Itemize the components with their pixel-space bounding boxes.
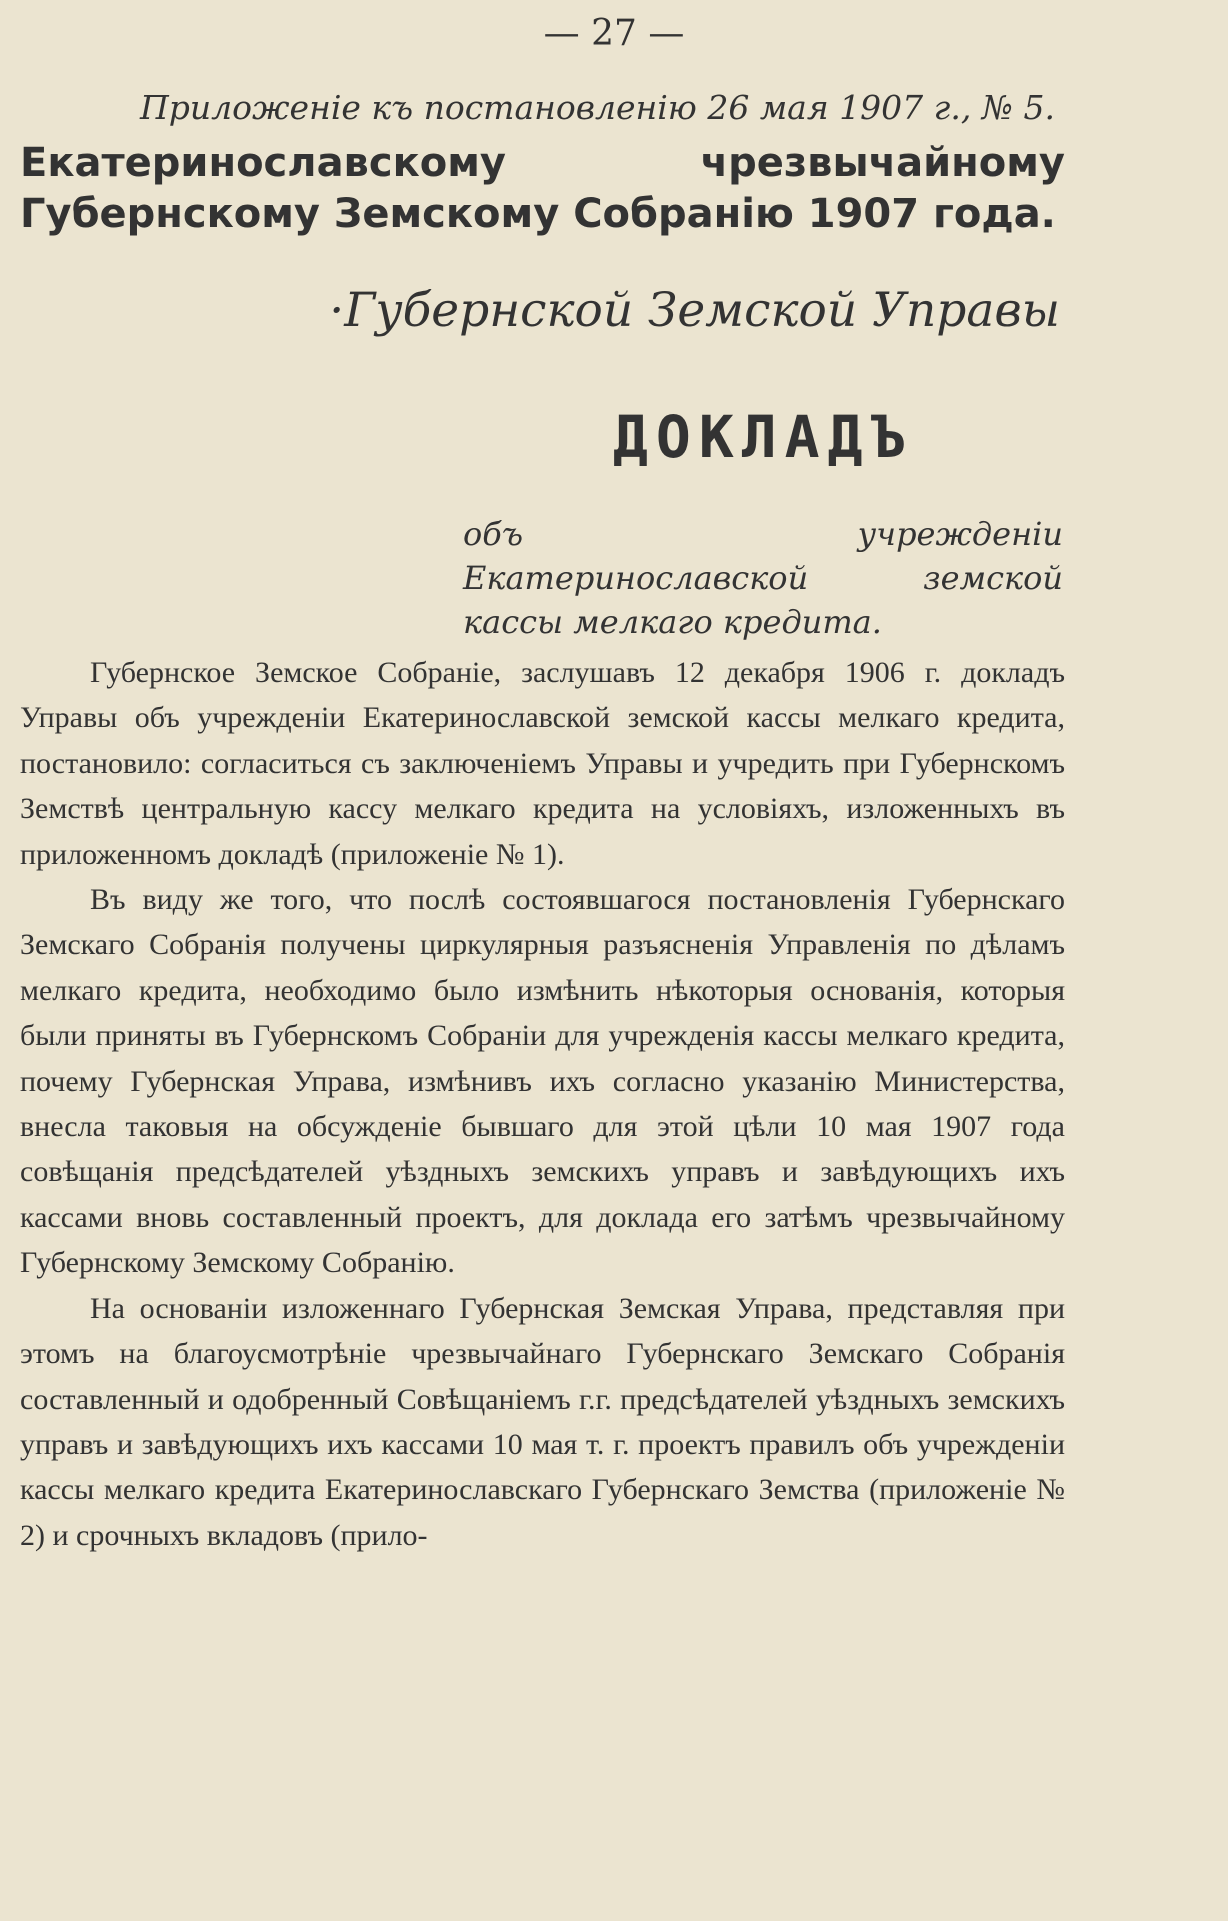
assembly-title: Екатеринославскому чрезвычайному Губернскому Земскому Собранiю 1907 года. bbox=[20, 140, 1065, 237]
report-subject: объ учрежденiи Екатеринославской земской кассы мелкаго кредита. bbox=[463, 515, 1063, 641]
page-number: — 27 — bbox=[543, 13, 685, 54]
paragraph: На основанiи изложеннаго Губернская Земская Управа, представляя при этомъ на благоусмотрѣнiе чрезвычайнаго Губернскаго Земскаго Собранiя составленный и одобренный Совѣщанiемъ г.г. предсѣдателей уѣздныхъ земскихъ управъ и завѣдующихъ ихъ кассами 10 мая т. г. проектъ правилъ объ учрежденiи кассы мелкаго кредита Екатеринославскаго Губернскаго Земства (приложенiе № 2) и срочныхъ вкладовъ (прило- bbox=[20, 1291, 1065, 1552]
report-heading: ДОКЛАДЪ bbox=[613, 403, 914, 471]
appendix-note: Приложенiе къ постановленiю 26 мая 1907 г., № 5. bbox=[140, 88, 1056, 127]
paragraph: Въ виду же того, что послѣ состоявшагося постановленiя Губернскаго Земскаго Собранiя получены циркулярныя разъясненiя Управленiя по дѣламъ мелкаго кредита, необходимо было измѣнить нѣкоторыя основанiя, которыя были приняты въ Губернскомъ Собранiи для учрежденiя кассы мелкаго кредита, почему Губернская Управа, измѣнивъ ихъ согласно указанiю Министерства, внесла таковыя на обсужденiе бывшаго для этой цѣли 10 мая 1907 года совѣщанiя предсѣдателей уѣздныхъ земскихъ управъ и завѣдующихъ ихъ кассами вновь составленный проектъ, для доклада его затѣмъ чрезвычайному Губернскому Земскому Собранiю. bbox=[20, 883, 1065, 1280]
paragraph: Губернское Земское Собранiе, заслушавъ 12 декабря 1906 г. докладъ Управы объ учрежденiи Екатеринославской земской кассы мелкаго кредита, постановило: согласиться съ заключенiемъ Управы и учредить при Губернскомъ Земствѣ центральную кассу мелкаго кредита на условiяхъ, изложенныхъ въ приложенномъ докладѣ (приложенiе № 1). bbox=[20, 656, 1065, 871]
body-text bbox=[20, 650, 1065, 1558]
board-line: ·Губернской Земской Управы bbox=[329, 283, 1060, 338]
